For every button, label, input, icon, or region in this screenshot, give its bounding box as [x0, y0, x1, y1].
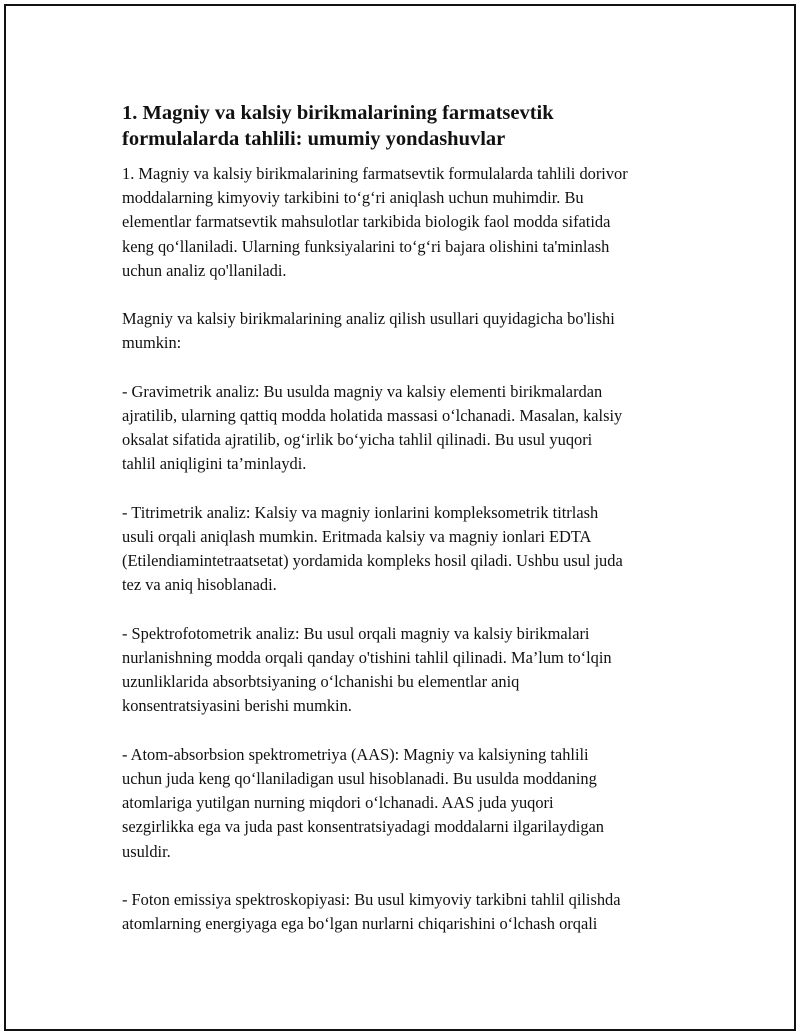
- document-title: 1. Magniy va kalsiy birikmalarining farmatsevtik formulalarda tahlili: umumiy yondashuvlar: [122, 102, 554, 150]
- paragraph-intro: 1. Magniy va kalsiy birikmalarining farmatsevtik formulalarda tahlili dorivor moddalarning kimyoviy tarkibini to‘g‘ri aniqlash uchun muhimdir. Bu elementlar farmatsevtik mahsulotlar tarkibida biologik faol modda sifatida keng qo‘llaniladi. Ularning funksiyalarini to‘g‘ri bajara olishini ta'minlash uchun analiz qo'llaniladi.: [122, 164, 628, 280]
- paragraph-photon-emission: - Foton emissiya spektroskopiyasi: Bu usul kimyoviy tarkibni tahlil qilishda atomlarning energiyaga ega bo‘lgan nurlarni chiqarishini o‘lchash orqali: [122, 890, 621, 934]
- document-body: [122, 100, 702, 961]
- paragraph-methods-intro: Magniy va kalsiy birikmalarining analiz qilish usullari quyidagicha bo'lishi mumkin:: [122, 309, 615, 353]
- paragraph-aas: - Atom-absorbsion spektrometriya (AAS): Magniy va kalsiyning tahlili uchun juda keng qo‘llaniladigan usul hisoblanadi. Bu usulda moddaning atomlariga yutilgan nurning miqdori o‘lchanadi. AAS juda yuqori sezgirlikka ega va juda past konsentratsiyadagi moddalarni ilgarilaydigan usuldir.: [122, 744, 605, 861]
- page-frame: [4, 4, 796, 1031]
- paragraph-gravimetric: - Gravimetrik analiz: Bu usulda magniy va kalsiy elementi birikmalardan ajratilib, ularning qattiq modda holatida massasi o‘lchanadi. Masalan, kalsiy oksalat sifatida ajratilib, og‘irlik bo‘yicha tahlil qilinadi. Bu usul yuqori tahlil aniqligini ta’minlaydi.: [122, 381, 623, 474]
- paragraph-spectrophotometric: - Spektrofotometrik analiz: Bu usul orqali magniy va kalsiy birikmalari nurlanishning modda orqali qanday o'tishini tahlil qilinadi. Ma’lum to‘lqin uzunliklarida absorbtsiyaning o‘lchanishi bu elementlar aniq konsentratsiyasini berishi mumkin.: [122, 623, 612, 716]
- paragraph-titrimetric: - Titrimetrik analiz: Kalsiy va magniy ionlarini kompleksometrik titrlash usuli orqali aniqlash mumkin. Eritmada kalsiy va magniy ionlari EDTA (Etilendiamintetraatsetat) yordamida kompleks hosil qiladi. Ushbu usul juda tez va aniq hisoblanadi.: [122, 502, 623, 595]
